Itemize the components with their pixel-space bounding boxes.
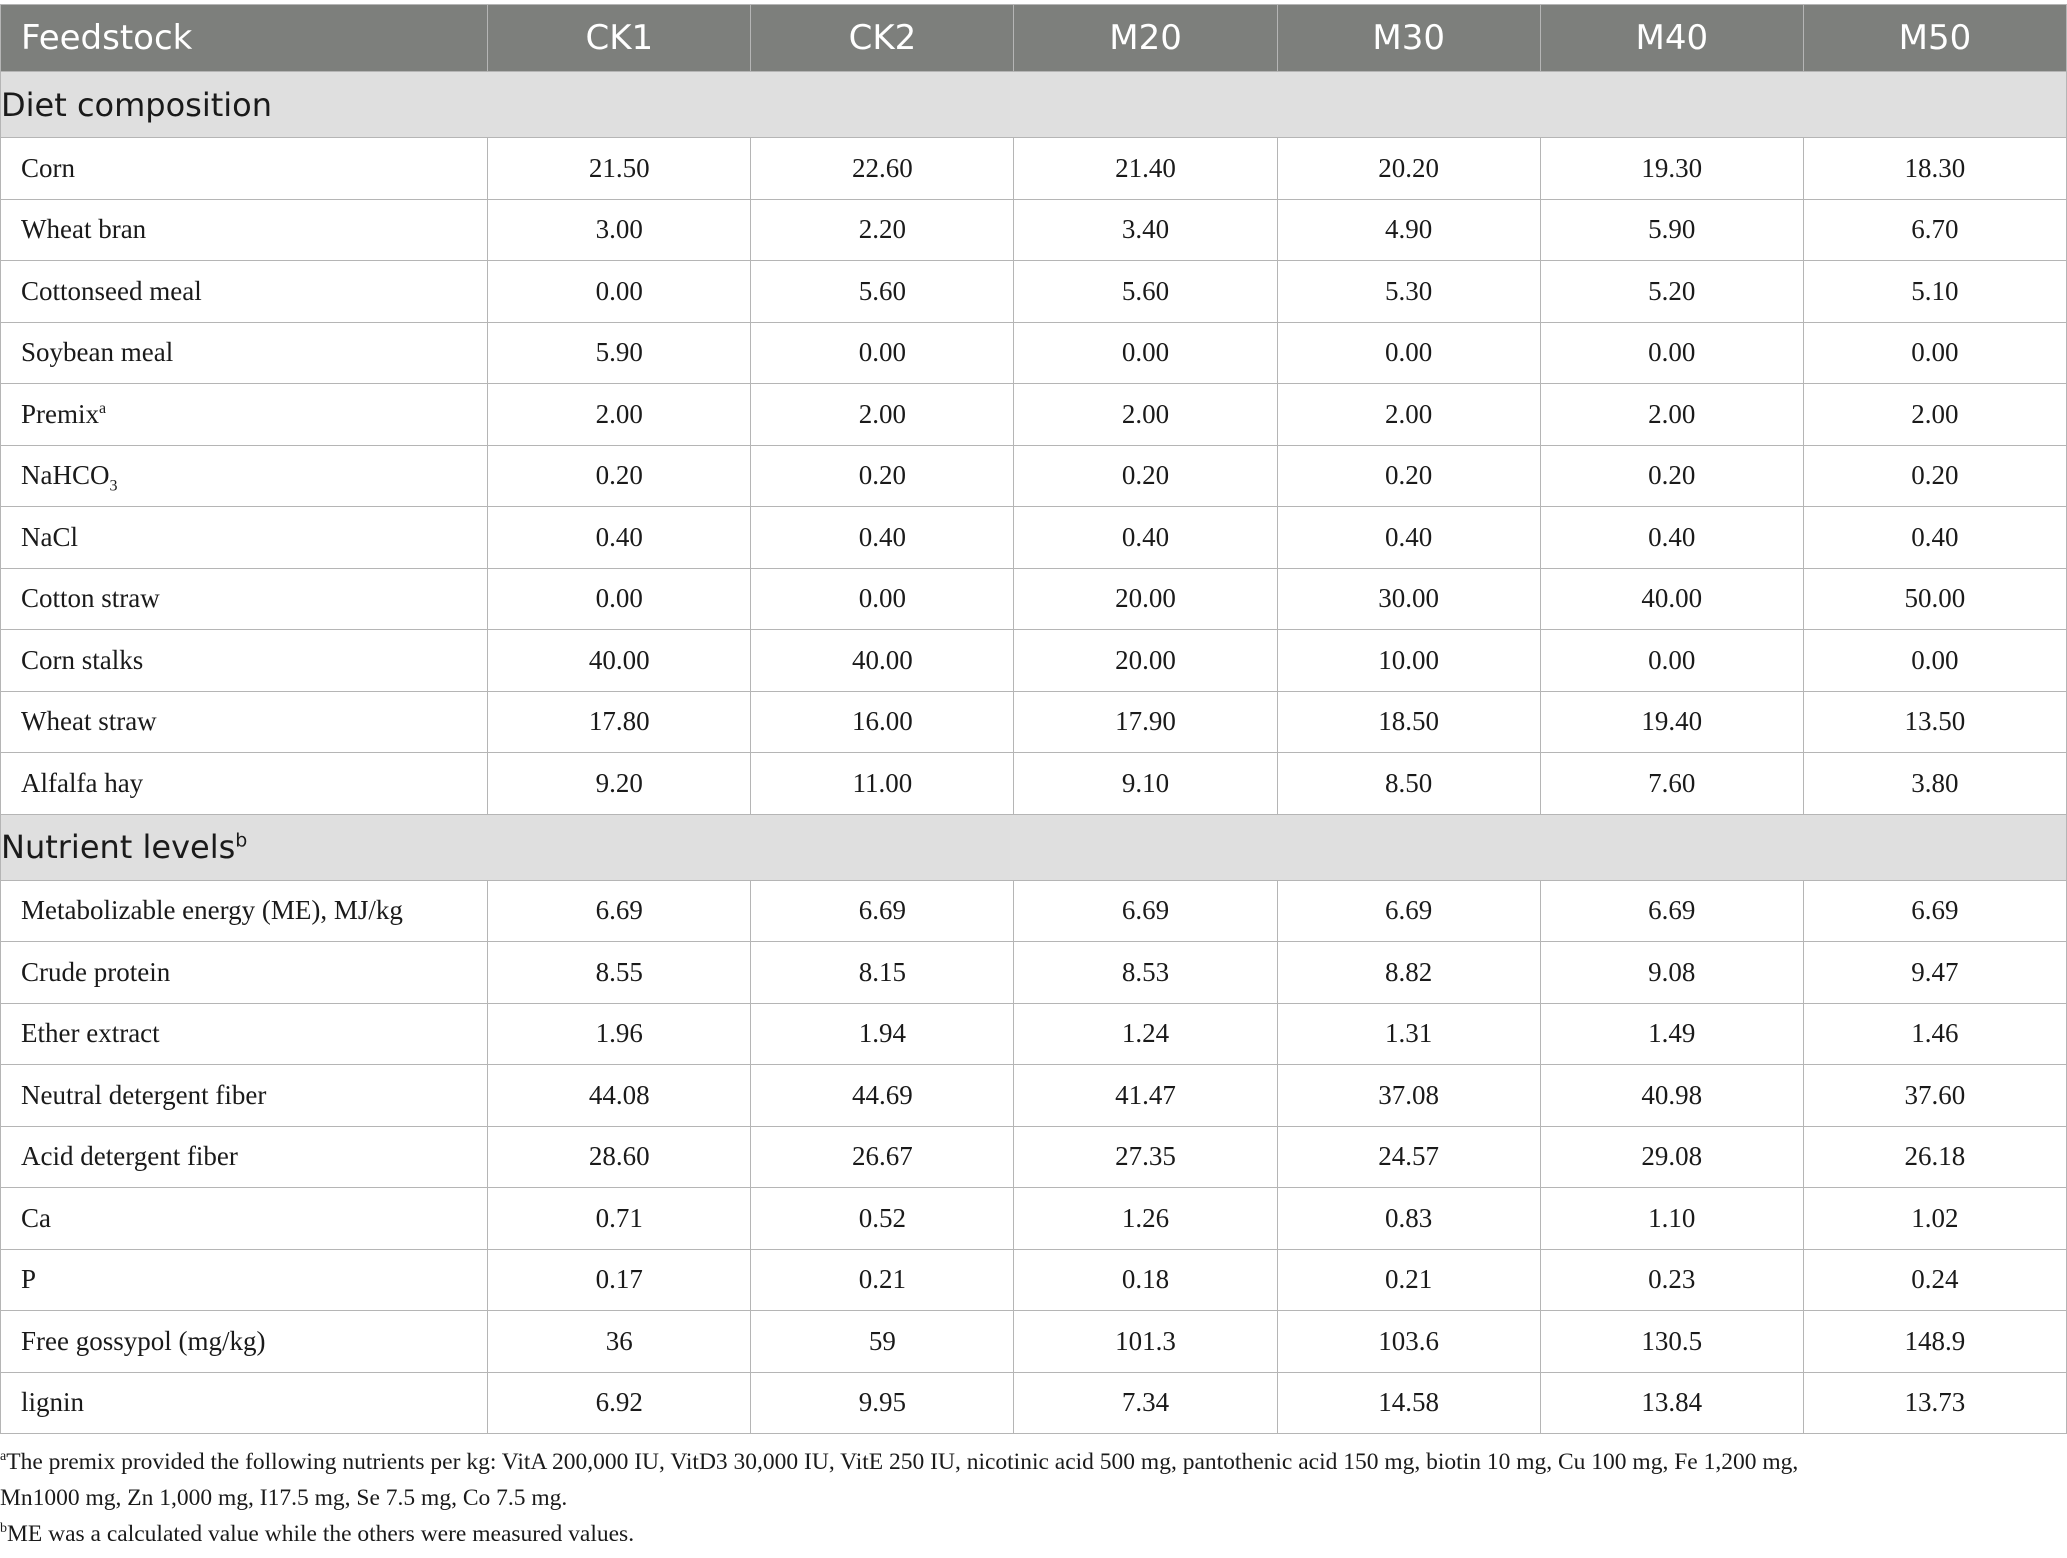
value-cell: 40.98	[1540, 1065, 1803, 1127]
row-label: Metabolizable energy (ME), MJ/kg	[21, 895, 403, 926]
value-cell: 6.69	[1540, 880, 1803, 942]
value-cell: 14.58	[1277, 1372, 1540, 1434]
value-cell: 8.82	[1277, 942, 1540, 1004]
value-cell: 3.40	[1014, 199, 1277, 261]
value-cell: 4.90	[1277, 199, 1540, 261]
table-row	[1, 630, 2067, 692]
value-cell: 0.00	[1540, 322, 1803, 384]
table-row	[1, 507, 2067, 569]
row-label: Cotton straw	[21, 583, 160, 614]
value-cell: 1.94	[751, 1003, 1014, 1065]
value-cell: 17.80	[488, 691, 751, 753]
row-label: Corn	[21, 152, 75, 183]
row-label-cell	[1, 384, 488, 446]
value-cell: 40.00	[1540, 568, 1803, 630]
value-cell: 2.00	[488, 384, 751, 446]
value-cell: 8.50	[1277, 753, 1540, 815]
value-cell: 1.96	[488, 1003, 751, 1065]
value-cell: 0.20	[1540, 445, 1803, 507]
value-cell: 0.20	[1277, 445, 1540, 507]
row-label-subscript: 3	[109, 477, 118, 495]
table-row	[1, 753, 2067, 815]
column-header-m50: M50	[1803, 5, 2066, 72]
value-cell: 101.3	[1014, 1311, 1277, 1373]
column-header-feedstock: Feedstock	[1, 5, 488, 72]
value-cell: 40.00	[488, 630, 751, 692]
column-header-m40: M40	[1540, 5, 1803, 72]
value-cell: 0.00	[488, 568, 751, 630]
value-cell: 26.67	[751, 1126, 1014, 1188]
value-cell: 9.20	[488, 753, 751, 815]
row-label-cell	[1, 1188, 488, 1250]
value-cell: 9.08	[1540, 942, 1803, 1004]
value-cell: 5.30	[1277, 261, 1540, 323]
value-cell: 21.50	[488, 138, 751, 200]
value-cell: 26.18	[1803, 1126, 2066, 1188]
table-row	[1, 880, 2067, 942]
table-row	[1, 691, 2067, 753]
value-cell: 103.6	[1277, 1311, 1540, 1373]
value-cell: 2.00	[1277, 384, 1540, 446]
feedstock-table	[0, 4, 2067, 1434]
row-label-cell	[1, 138, 488, 200]
section-title-text: Diet composition	[1, 85, 273, 124]
value-cell: 5.60	[751, 261, 1014, 323]
value-cell: 0.20	[751, 445, 1014, 507]
footnote-a	[0, 1444, 2067, 1480]
value-cell: 20.00	[1014, 630, 1277, 692]
value-cell: 17.90	[1014, 691, 1277, 753]
table-row	[1, 322, 2067, 384]
value-cell: 27.35	[1014, 1126, 1277, 1188]
footnote-a-line1: The premix provided the following nutrients per kg: VitA 200,000 IU, VitD3 30,000 IU, VitE 250 IU, nicotinic acid 500 mg, pantothenic acid 150 mg, biotin 10 mg, Cu 100 mg, Fe 1,200 mg,	[6, 1449, 1799, 1475]
table-row	[1, 1372, 2067, 1434]
value-cell: 0.40	[1803, 507, 2066, 569]
value-cell: 0.00	[751, 322, 1014, 384]
value-cell: 9.95	[751, 1372, 1014, 1434]
row-label: Acid detergent fiber	[21, 1141, 238, 1172]
row-label-cell	[1, 1003, 488, 1065]
row-label-cell	[1, 322, 488, 384]
value-cell: 6.69	[1277, 880, 1540, 942]
value-cell: 44.08	[488, 1065, 751, 1127]
value-cell: 2.20	[751, 199, 1014, 261]
row-label-footnote-mark: a	[99, 399, 107, 417]
value-cell: 13.50	[1803, 691, 2066, 753]
value-cell: 8.15	[751, 942, 1014, 1004]
value-cell: 0.24	[1803, 1249, 2066, 1311]
row-label: P	[21, 1264, 37, 1295]
value-cell: 6.69	[488, 880, 751, 942]
section-title	[1, 72, 2067, 138]
column-header-ck2: CK2	[751, 5, 1014, 72]
value-cell: 0.40	[488, 507, 751, 569]
row-label-cell	[1, 199, 488, 261]
value-cell: 29.08	[1540, 1126, 1803, 1188]
table-row	[1, 384, 2067, 446]
row-label: Corn stalks	[21, 644, 144, 675]
value-cell: 0.21	[751, 1249, 1014, 1311]
row-label: Ca	[21, 1202, 51, 1233]
table-row	[1, 261, 2067, 323]
value-cell: 0.00	[488, 261, 751, 323]
value-cell: 8.53	[1014, 942, 1277, 1004]
value-cell: 0.40	[751, 507, 1014, 569]
value-cell: 36	[488, 1311, 751, 1373]
value-cell: 1.31	[1277, 1003, 1540, 1065]
value-cell: 2.00	[1014, 384, 1277, 446]
value-cell: 6.92	[488, 1372, 751, 1434]
row-label-cell	[1, 1311, 488, 1373]
value-cell: 130.5	[1540, 1311, 1803, 1373]
value-cell: 1.10	[1540, 1188, 1803, 1250]
table-row	[1, 1188, 2067, 1250]
value-cell: 20.00	[1014, 568, 1277, 630]
value-cell: 37.60	[1803, 1065, 2066, 1127]
value-cell: 5.60	[1014, 261, 1277, 323]
row-label-cell	[1, 1249, 488, 1311]
row-label: Wheat straw	[21, 706, 157, 737]
value-cell: 0.71	[488, 1188, 751, 1250]
row-label-cell	[1, 261, 488, 323]
value-cell: 0.00	[1803, 322, 2066, 384]
value-cell: 7.60	[1540, 753, 1803, 815]
value-cell: 19.30	[1540, 138, 1803, 200]
table-body	[1, 72, 2067, 1434]
value-cell: 6.69	[751, 880, 1014, 942]
row-label: Ether extract	[21, 1018, 160, 1049]
table-row	[1, 1311, 2067, 1373]
value-cell: 0.52	[751, 1188, 1014, 1250]
value-cell: 3.00	[488, 199, 751, 261]
value-cell: 16.00	[751, 691, 1014, 753]
row-label: Alfalfa hay	[21, 767, 144, 798]
value-cell: 18.30	[1803, 138, 2066, 200]
value-cell: 8.55	[488, 942, 751, 1004]
section-row	[1, 814, 2067, 880]
value-cell: 1.26	[1014, 1188, 1277, 1250]
value-cell: 6.69	[1014, 880, 1277, 942]
value-cell: 148.9	[1803, 1311, 2066, 1373]
row-label: NaHCO	[21, 460, 110, 491]
table-row	[1, 138, 2067, 200]
row-label: Premix	[21, 398, 99, 429]
value-cell: 50.00	[1803, 568, 2066, 630]
column-header-ck1: CK1	[488, 5, 751, 72]
value-cell: 1.46	[1803, 1003, 2066, 1065]
value-cell: 0.00	[1540, 630, 1803, 692]
table-row	[1, 1003, 2067, 1065]
value-cell: 19.40	[1540, 691, 1803, 753]
value-cell: 0.00	[751, 568, 1014, 630]
value-cell: 0.40	[1540, 507, 1803, 569]
value-cell: 37.08	[1277, 1065, 1540, 1127]
value-cell: 0.18	[1014, 1249, 1277, 1311]
value-cell: 2.00	[1540, 384, 1803, 446]
table-row	[1, 1065, 2067, 1127]
section-title-footnote-mark: b	[235, 829, 248, 852]
row-label-cell	[1, 630, 488, 692]
table-row	[1, 1126, 2067, 1188]
value-cell: 9.47	[1803, 942, 2066, 1004]
footnote-b	[0, 1516, 2067, 1552]
value-cell: 21.40	[1014, 138, 1277, 200]
section-title-text: Nutrient levels	[1, 828, 236, 866]
value-cell: 18.50	[1277, 691, 1540, 753]
value-cell: 1.02	[1803, 1188, 2066, 1250]
footnotes	[0, 1434, 2067, 1552]
row-label-cell	[1, 691, 488, 753]
value-cell: 0.00	[1014, 322, 1277, 384]
value-cell: 24.57	[1277, 1126, 1540, 1188]
row-label-cell	[1, 445, 488, 507]
footnote-b-text: ME was a calculated value while the others were measured values.	[7, 1521, 635, 1547]
section-row	[1, 72, 2067, 138]
header-row	[1, 5, 2067, 72]
value-cell: 28.60	[488, 1126, 751, 1188]
value-cell: 59	[751, 1311, 1014, 1373]
table-row	[1, 568, 2067, 630]
value-cell: 20.20	[1277, 138, 1540, 200]
row-label: Wheat bran	[21, 214, 147, 245]
table-row	[1, 1249, 2067, 1311]
row-label: Soybean meal	[21, 337, 174, 368]
column-header-m30: M30	[1277, 5, 1540, 72]
value-cell: 3.80	[1803, 753, 2066, 815]
value-cell: 0.20	[488, 445, 751, 507]
row-label-cell	[1, 1065, 488, 1127]
footnote-a-mark: a	[0, 1449, 7, 1465]
value-cell: 0.20	[1014, 445, 1277, 507]
row-label-cell	[1, 1126, 488, 1188]
table-row	[1, 199, 2067, 261]
value-cell: 9.10	[1014, 753, 1277, 815]
value-cell: 0.21	[1277, 1249, 1540, 1311]
value-cell: 0.40	[1014, 507, 1277, 569]
value-cell: 5.20	[1540, 261, 1803, 323]
value-cell: 2.00	[751, 384, 1014, 446]
value-cell: 11.00	[751, 753, 1014, 815]
value-cell: 22.60	[751, 138, 1014, 200]
footnote-a-line2: Mn1000 mg, Zn 1,000 mg, I17.5 mg, Se 7.5 mg, Co 7.5 mg.	[0, 1485, 568, 1511]
value-cell: 0.17	[488, 1249, 751, 1311]
row-label: Crude protein	[21, 956, 171, 987]
value-cell: 40.00	[751, 630, 1014, 692]
row-label: lignin	[21, 1387, 85, 1418]
value-cell: 1.24	[1014, 1003, 1277, 1065]
footnote-b-mark: b	[0, 1521, 7, 1537]
column-header-m20: M20	[1014, 5, 1277, 72]
value-cell: 0.20	[1803, 445, 2066, 507]
value-cell: 6.69	[1803, 880, 2066, 942]
value-cell: 6.70	[1803, 199, 2066, 261]
value-cell: 44.69	[751, 1065, 1014, 1127]
footnote-a-continued	[0, 1480, 2067, 1516]
row-label-cell	[1, 1372, 488, 1434]
value-cell: 13.73	[1803, 1372, 2066, 1434]
value-cell: 0.23	[1540, 1249, 1803, 1311]
value-cell: 5.90	[1540, 199, 1803, 261]
value-cell: 2.00	[1803, 384, 2066, 446]
value-cell: 41.47	[1014, 1065, 1277, 1127]
row-label-cell	[1, 753, 488, 815]
value-cell: 0.83	[1277, 1188, 1540, 1250]
row-label: Neutral detergent fiber	[21, 1079, 267, 1110]
value-cell: 0.40	[1277, 507, 1540, 569]
value-cell: 13.84	[1540, 1372, 1803, 1434]
row-label-cell	[1, 942, 488, 1004]
value-cell: 5.10	[1803, 261, 2066, 323]
table-container	[0, 4, 2067, 1552]
value-cell: 0.00	[1803, 630, 2066, 692]
row-label: Free gossypol (mg/kg)	[21, 1325, 266, 1356]
value-cell: 5.90	[488, 322, 751, 384]
table-row	[1, 445, 2067, 507]
value-cell: 1.49	[1540, 1003, 1803, 1065]
value-cell: 10.00	[1277, 630, 1540, 692]
row-label-cell	[1, 507, 488, 569]
section-title	[1, 814, 2067, 880]
table-row	[1, 942, 2067, 1004]
row-label-cell	[1, 568, 488, 630]
value-cell: 7.34	[1014, 1372, 1277, 1434]
value-cell: 30.00	[1277, 568, 1540, 630]
row-label: Cottonseed meal	[21, 275, 202, 306]
row-label-cell	[1, 880, 488, 942]
row-label: NaCl	[21, 521, 78, 552]
value-cell: 0.00	[1277, 322, 1540, 384]
